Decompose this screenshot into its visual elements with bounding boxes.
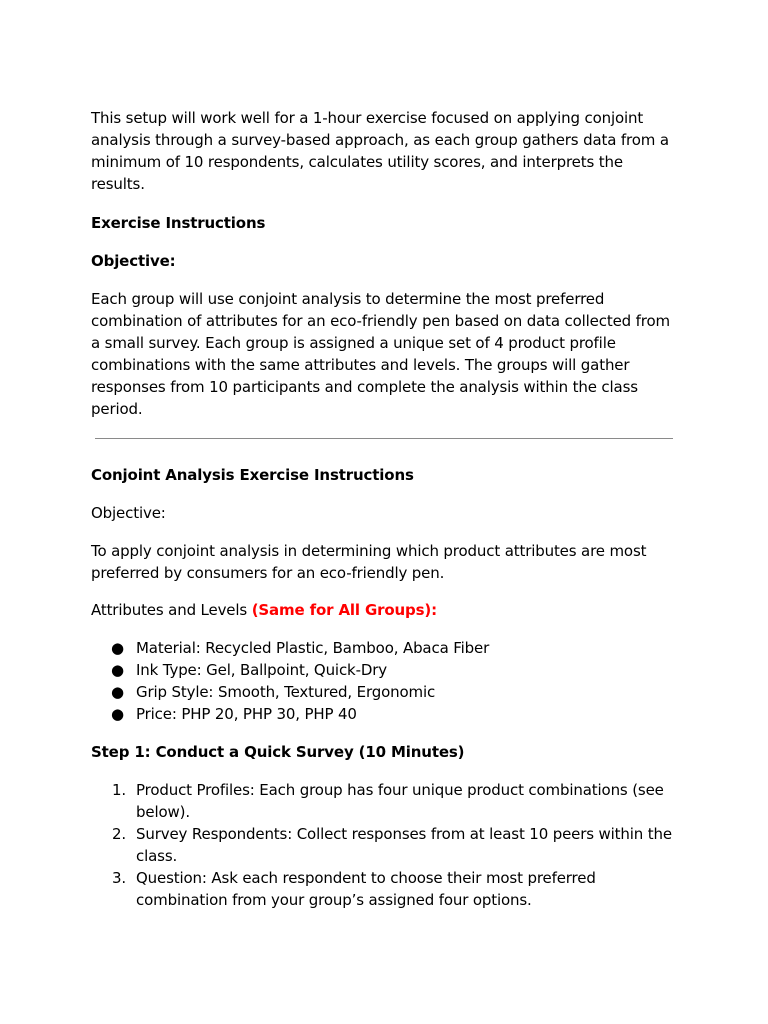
step-question: Question: Ask each respondent to choose their most preferred combination from your group’s assigned four options. — [136, 869, 596, 909]
objective-heading: Objective: — [91, 252, 176, 270]
step-number: 1. — [112, 781, 127, 799]
list-item — [91, 867, 676, 911]
attributes-levels-line — [91, 599, 676, 621]
list-item — [91, 779, 676, 823]
objective-paragraph: Each group will use conjoint analysis to determine the most preferred combination of attributes for an eco-friendly pen based on data collected from a small survey. Each group is assigned a unique set of 4 product profile combinations with the same attributes and levels. The groups will gather responses from 10 participants and complete the analysis within the class period. — [91, 290, 670, 418]
list-item — [91, 703, 676, 725]
list-item — [91, 659, 676, 681]
conjoint-instructions-heading: Conjoint Analysis Exercise Instructions — [91, 466, 414, 484]
list-item — [91, 637, 676, 659]
attribute-price: Price: PHP 20, PHP 30, PHP 40 — [136, 705, 357, 723]
attributes-label: Attributes and Levels — [91, 601, 252, 619]
attribute-ink-type: Ink Type: Gel, Ballpoint, Quick-Dry — [136, 661, 387, 679]
objective-description: To apply conjoint analysis in determining which product attributes are most preferred by consumers for an eco-friendly pen. — [91, 542, 647, 582]
objective-label: Objective: — [91, 504, 166, 522]
intro-paragraph: This setup will work well for a 1-hour exercise focused on applying conjoint analysis through a survey-based approach, as each group gathers data from a minimum of 10 respondents, calculates utility scores, and interprets the results. — [91, 109, 669, 193]
horizontal-divider — [95, 438, 673, 439]
list-item — [91, 823, 676, 867]
step-number: 2. — [112, 825, 127, 843]
same-for-all-groups-note: (Same for All Groups): — [251, 601, 437, 619]
step-survey-respondents: Survey Respondents: Collect responses from at least 10 peers within the class. — [136, 825, 672, 865]
step1-heading: Step 1: Conduct a Quick Survey (10 Minutes) — [91, 743, 465, 761]
attribute-material: Material: Recycled Plastic, Bamboo, Abaca Fiber — [136, 639, 490, 657]
bullet-icon: ● — [111, 705, 124, 723]
survey-steps-list — [91, 779, 676, 911]
step-number: 3. — [112, 869, 127, 887]
bullet-icon: ● — [111, 683, 124, 701]
bullet-icon: ● — [111, 661, 124, 679]
exercise-instructions-heading: Exercise Instructions — [91, 214, 266, 232]
attribute-grip-style: Grip Style: Smooth, Textured, Ergonomic — [136, 683, 436, 701]
bullet-icon: ● — [111, 639, 124, 657]
attributes-list — [91, 637, 676, 725]
list-item — [91, 681, 676, 703]
step-product-profiles: Product Profiles: Each group has four unique product combinations (see below). — [136, 781, 664, 821]
